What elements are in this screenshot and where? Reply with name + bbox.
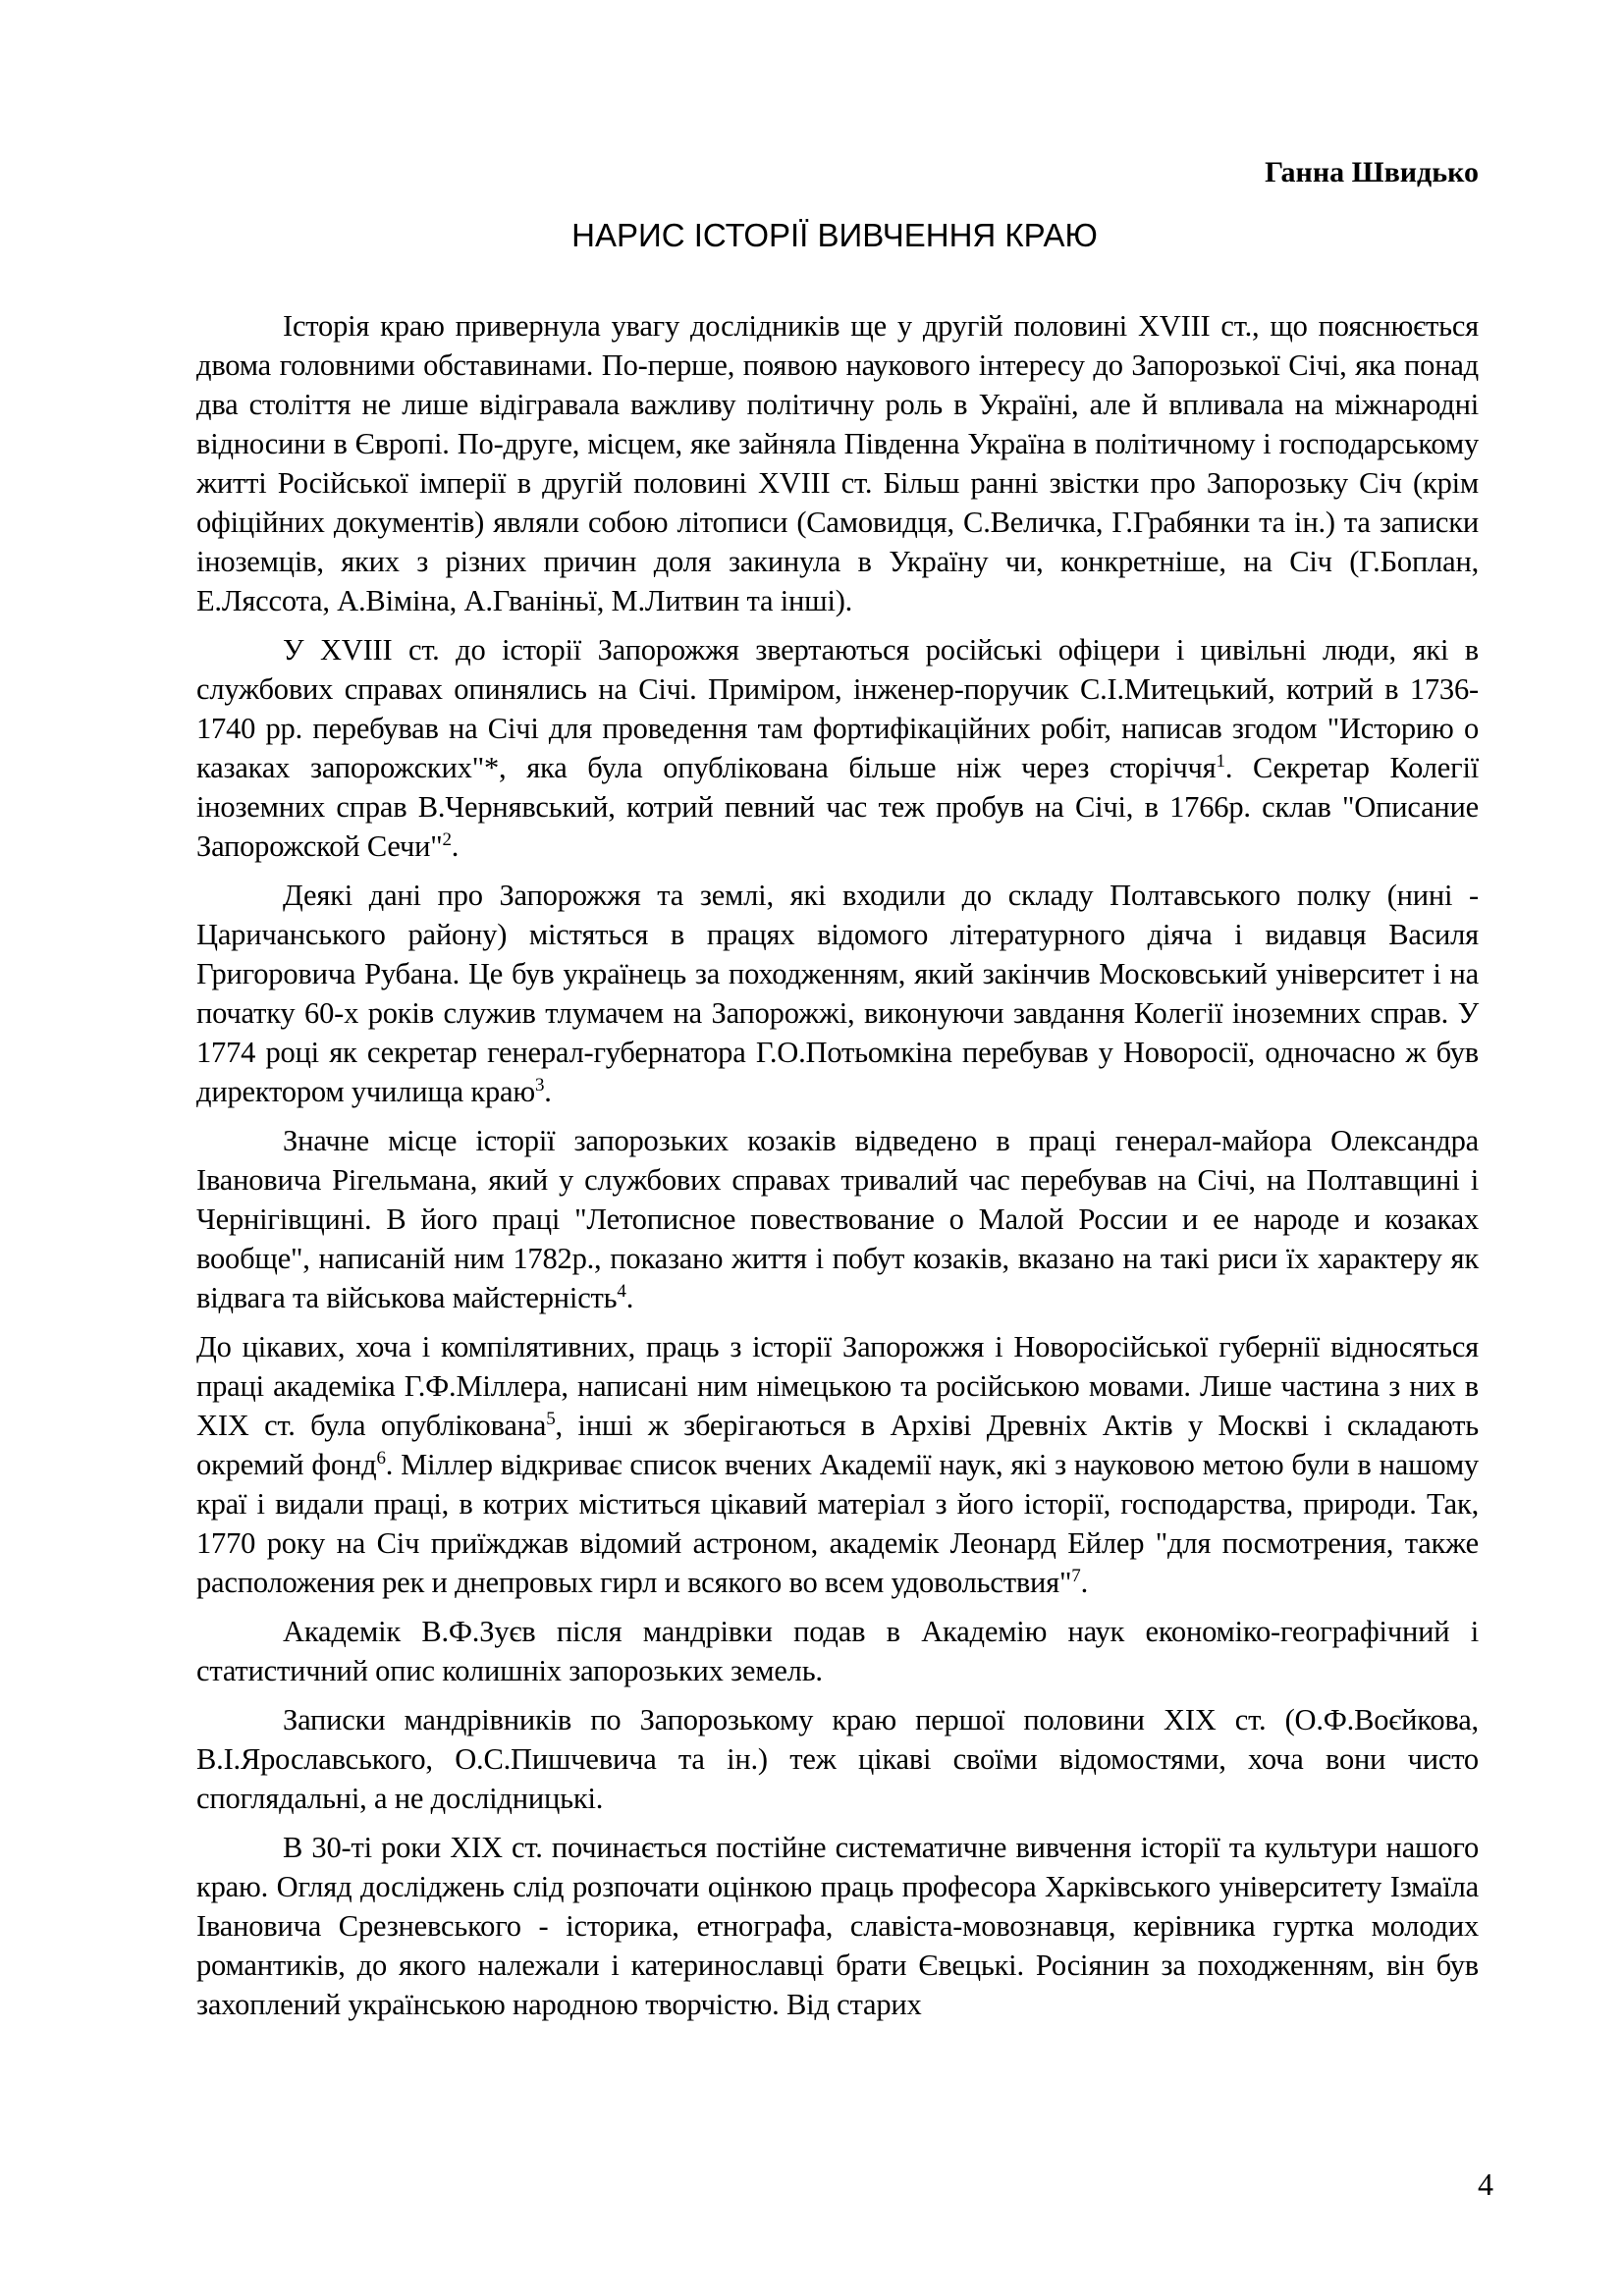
page-number: 4 <box>1478 2166 1493 2202</box>
paragraph-text: Значне місце історії запорозьких козаків відведено в праці генерал-майора Олександра Івановича Рігельмана, який у службових справах тривалий час перебував на Січі, на Полтавщині і Чернігівщині. В його праці "Летописное повествование о Малой России и ее народе и козаках вообще", написаній ним 1782р., показано життя і побут козаків, вказано на такі риси їх характеру як відвага та військова майстерність <box>196 1124 1479 1314</box>
paragraph-text: У XVIII ст. до історії Запорожжя звертаються російські офіцери і цивільні люди, які в службових справах опинялись на Січі. Приміром, інженер-поручик С.І.Митецький, котрий в 1736-1740 рр. перебував на Січі для проведення там фортифікаційних робіт, написав згодом "Историю о казаках запорожских"*, яка була опублікована більше ніж через сторіччя <box>196 633 1479 784</box>
paragraph-text: . <box>451 829 460 863</box>
paragraph-text: , інші ж зберігаються в Архіві Древніх Актів у Москві і складають окремий фонд <box>196 1409 1480 1481</box>
footnote-ref-7: 7 <box>1071 1565 1081 1586</box>
footnote-ref-5: 5 <box>546 1408 556 1429</box>
body-text <box>196 306 1479 2034</box>
author-name: Ганна Швидько <box>1265 156 1479 188</box>
footnote-ref-4: 4 <box>617 1280 626 1302</box>
footnote-ref-3: 3 <box>534 1074 545 1095</box>
paragraph-text: . <box>544 1075 552 1108</box>
footnote-ref-2: 2 <box>442 828 452 850</box>
paragraph-text: . <box>1080 1566 1089 1599</box>
paragraph-6 <box>196 1612 1479 1690</box>
paragraph-7 <box>196 1700 1479 1818</box>
paragraph-text: Записки мандрівників по Запорозькому краю першої половини XIX ст. (О.Ф.Воєйкова, В.І.Ярославського, О.С.Пишчевича та ін.) теж цікаві своїми відомостями, хоча вони чисто споглядальні, а не дослідницькі. <box>196 1703 1479 1815</box>
paragraph-text: Академік В.Ф.Зуєв після мандрівки подав в Академію наук економіко-географічний і статистичний опис колишніх запорозьких земель. <box>196 1615 1479 1687</box>
paragraph-text: . Секретар Колегії іноземних справ В.Чернявський, котрий певний час теж пробув на Січі, в 1766р. склав "Описание Запорожской Сечи" <box>196 751 1479 863</box>
paragraph-2 <box>196 630 1479 866</box>
paragraph-text: . Міллер відкриває список вчених Академії наук, які з науковою метою були в нашому краї і видали праці, в котрих міститься цікавий матеріал з його історії, господарства, природи. Так, 1770 року на Січ приїжджав відомий астроном, академік Леонард Ейлер "для посмотрения, также расположения рек и днепровых гирл и всякого во всем удовольствия" <box>196 1448 1479 1599</box>
paragraph-text: . <box>625 1281 634 1314</box>
paragraph-8 <box>196 1828 1479 2024</box>
paragraph-3 <box>196 876 1479 1111</box>
paragraph-5 <box>196 1327 1479 1602</box>
paragraph-text: Деякі дані про Запорожжя та землі, які входили до складу Полтавського полку (нині - Царичанського району) містяться в працях відомого літературного діяча і видавця Василя Григоровича Рубана. Це був українець за походженням, який закінчив Московський університет і на початку 60-х років служив тлумачем на Запорожжі, виконуючи завдання Колегії іноземних справ. У 1774 році як секретар генерал-губернатора Г.О.Потьомкіна перебував у Новоросії, одночасно ж був директором училища краю <box>196 879 1479 1108</box>
paragraph-1 <box>196 306 1479 620</box>
paragraph-text: До цікавих, хоча і компілятивних, праць з історії Запорожжя і Новоросійської губернії відносяться праці академіка Г.Ф.Міллера, написані ним німецькою та російською мовами. Лише частина з них в XIX ст. була опублікована <box>196 1330 1479 1442</box>
paragraph-text: Історія краю привернула увагу дослідників ще у другій половині XVIII ст., що пояснюється двома головними обставинами. По-перше, появою наукового інтересу до Запорозької Січі, яка понад два століття не лише відігравала важливу політичну роль в Україні, але й впливала на міжнародні відносини в Європі. По-друге, місцем, яке зайняла Південна Україна в політичному і господарському житті Російської імперії в другій половині XVIII ст. Більш ранні звістки про Запорозьку Січ (крім офіційних документів) являли собою літописи (Самовидця, С.Величка, Г.Грабянки та ін.) та записки іноземців, яких з різних причин доля закинула в Україну чи, конкретніше, на Січ (Г.Боплан, Е.Ляссота, А.Віміна, А.Гваніньї, М.Литвин та інші). <box>196 309 1479 617</box>
paragraph-4 <box>196 1121 1479 1317</box>
paragraph-text: В 30-ті роки XIX ст. починається постійне систематичне вивчення історії та культури нашого краю. Огляд досліджень слід розпочати оцінкою праць професора Харківського університету Ізмаїла Івановича Срезневського - історика, етнографа, славіста-мовознавця, керівника гуртка молодих романтиків, до якого належали і катеринославці брати Євецькі. Росіянин за походженням, він був захоплений українською народною творчістю. Від старих <box>196 1831 1479 2021</box>
footnote-ref-1: 1 <box>1216 750 1225 772</box>
footnote-ref-6: 6 <box>376 1447 386 1468</box>
document-title: НАРИС ІСТОРІЇ ВИВЧЕННЯ КРАЮ <box>571 217 1098 253</box>
